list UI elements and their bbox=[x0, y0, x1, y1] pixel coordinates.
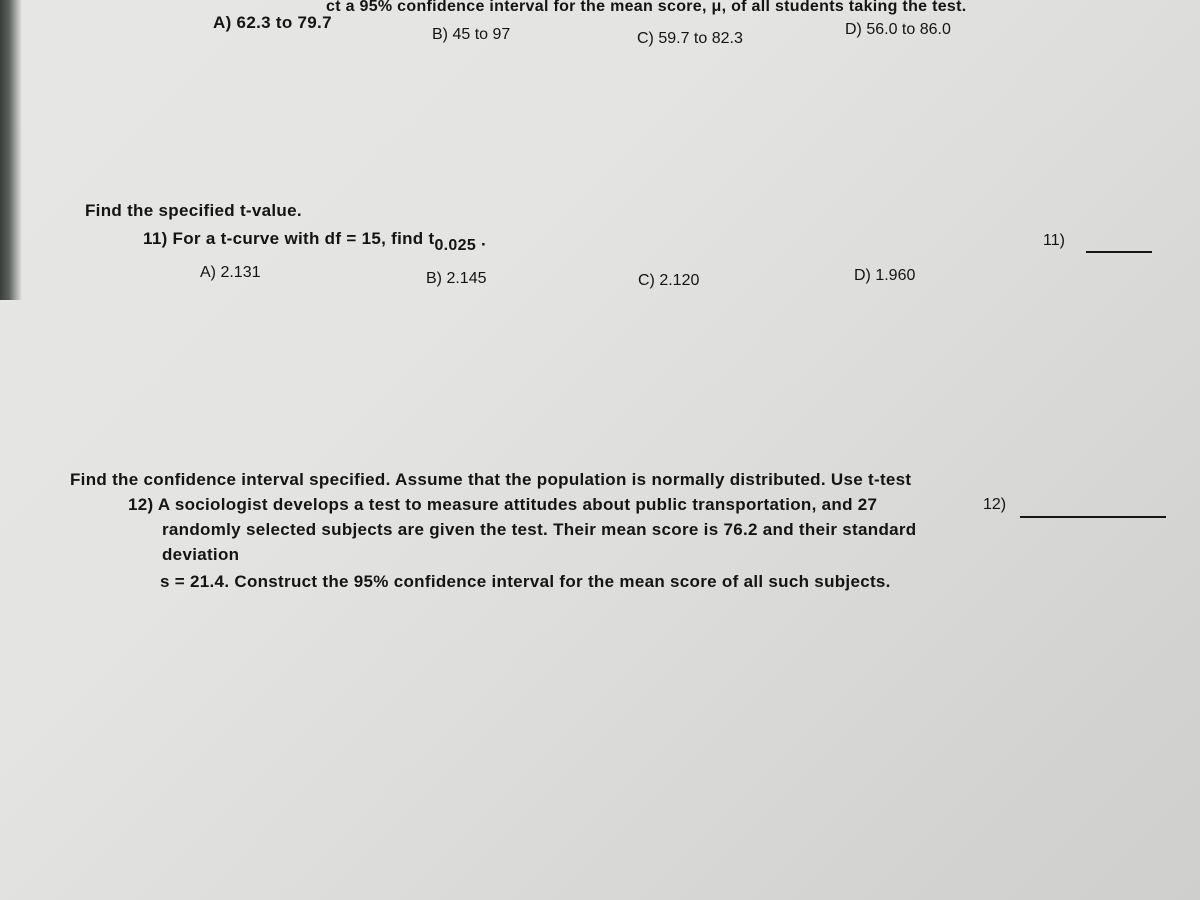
question-12-line-2: randomly selected subjects are given the test. Their mean score is 76.2 and their standard bbox=[162, 520, 917, 539]
question-11-text: 11) For a t-curve with df = 15, find t bbox=[143, 229, 435, 248]
answer-label-12: 12) bbox=[983, 496, 1007, 513]
section-heading-t-value: Find the specified t-value. bbox=[85, 201, 302, 220]
question-10-stem: ct a 95% confidence interval for the mean score, μ, of all students taking the test. bbox=[326, 0, 967, 15]
question-12-line-1: 12) A sociologist develops a test to measure attitudes about public transportation, and 27 bbox=[128, 495, 878, 514]
question-11 bbox=[143, 229, 488, 254]
question-12-line-3: deviation bbox=[162, 545, 240, 564]
answer-blank-12 bbox=[1020, 516, 1166, 518]
q11-choice-c: C) 2.120 bbox=[638, 272, 700, 289]
answer-blank-11 bbox=[1086, 251, 1152, 253]
q10-choice-b: B) 45 to 97 bbox=[432, 26, 511, 43]
q10-choice-c: C) 59.7 to 82.3 bbox=[637, 30, 743, 47]
answer-label-11: 11) bbox=[1043, 232, 1065, 249]
q11-choice-d: D) 1.960 bbox=[854, 267, 916, 284]
photo-shadow bbox=[0, 0, 22, 300]
question-11-trail: · bbox=[476, 235, 488, 254]
section-heading-confidence-interval: Find the confidence interval specified. Assume that the population is normally distributed. Use t-test bbox=[70, 470, 912, 489]
question-12-line-4: s = 21.4. Construct the 95% confidence interval for the mean score of all such subjects. bbox=[160, 572, 891, 591]
t-subscript: 0.025 bbox=[434, 237, 477, 254]
q10-choice-d: D) 56.0 to 86.0 bbox=[845, 21, 951, 38]
q10-choice-a: A) 62.3 to 79.7 bbox=[213, 13, 332, 32]
q11-choice-b: B) 2.145 bbox=[426, 270, 487, 287]
q11-choice-a: A) 2.131 bbox=[200, 264, 261, 281]
